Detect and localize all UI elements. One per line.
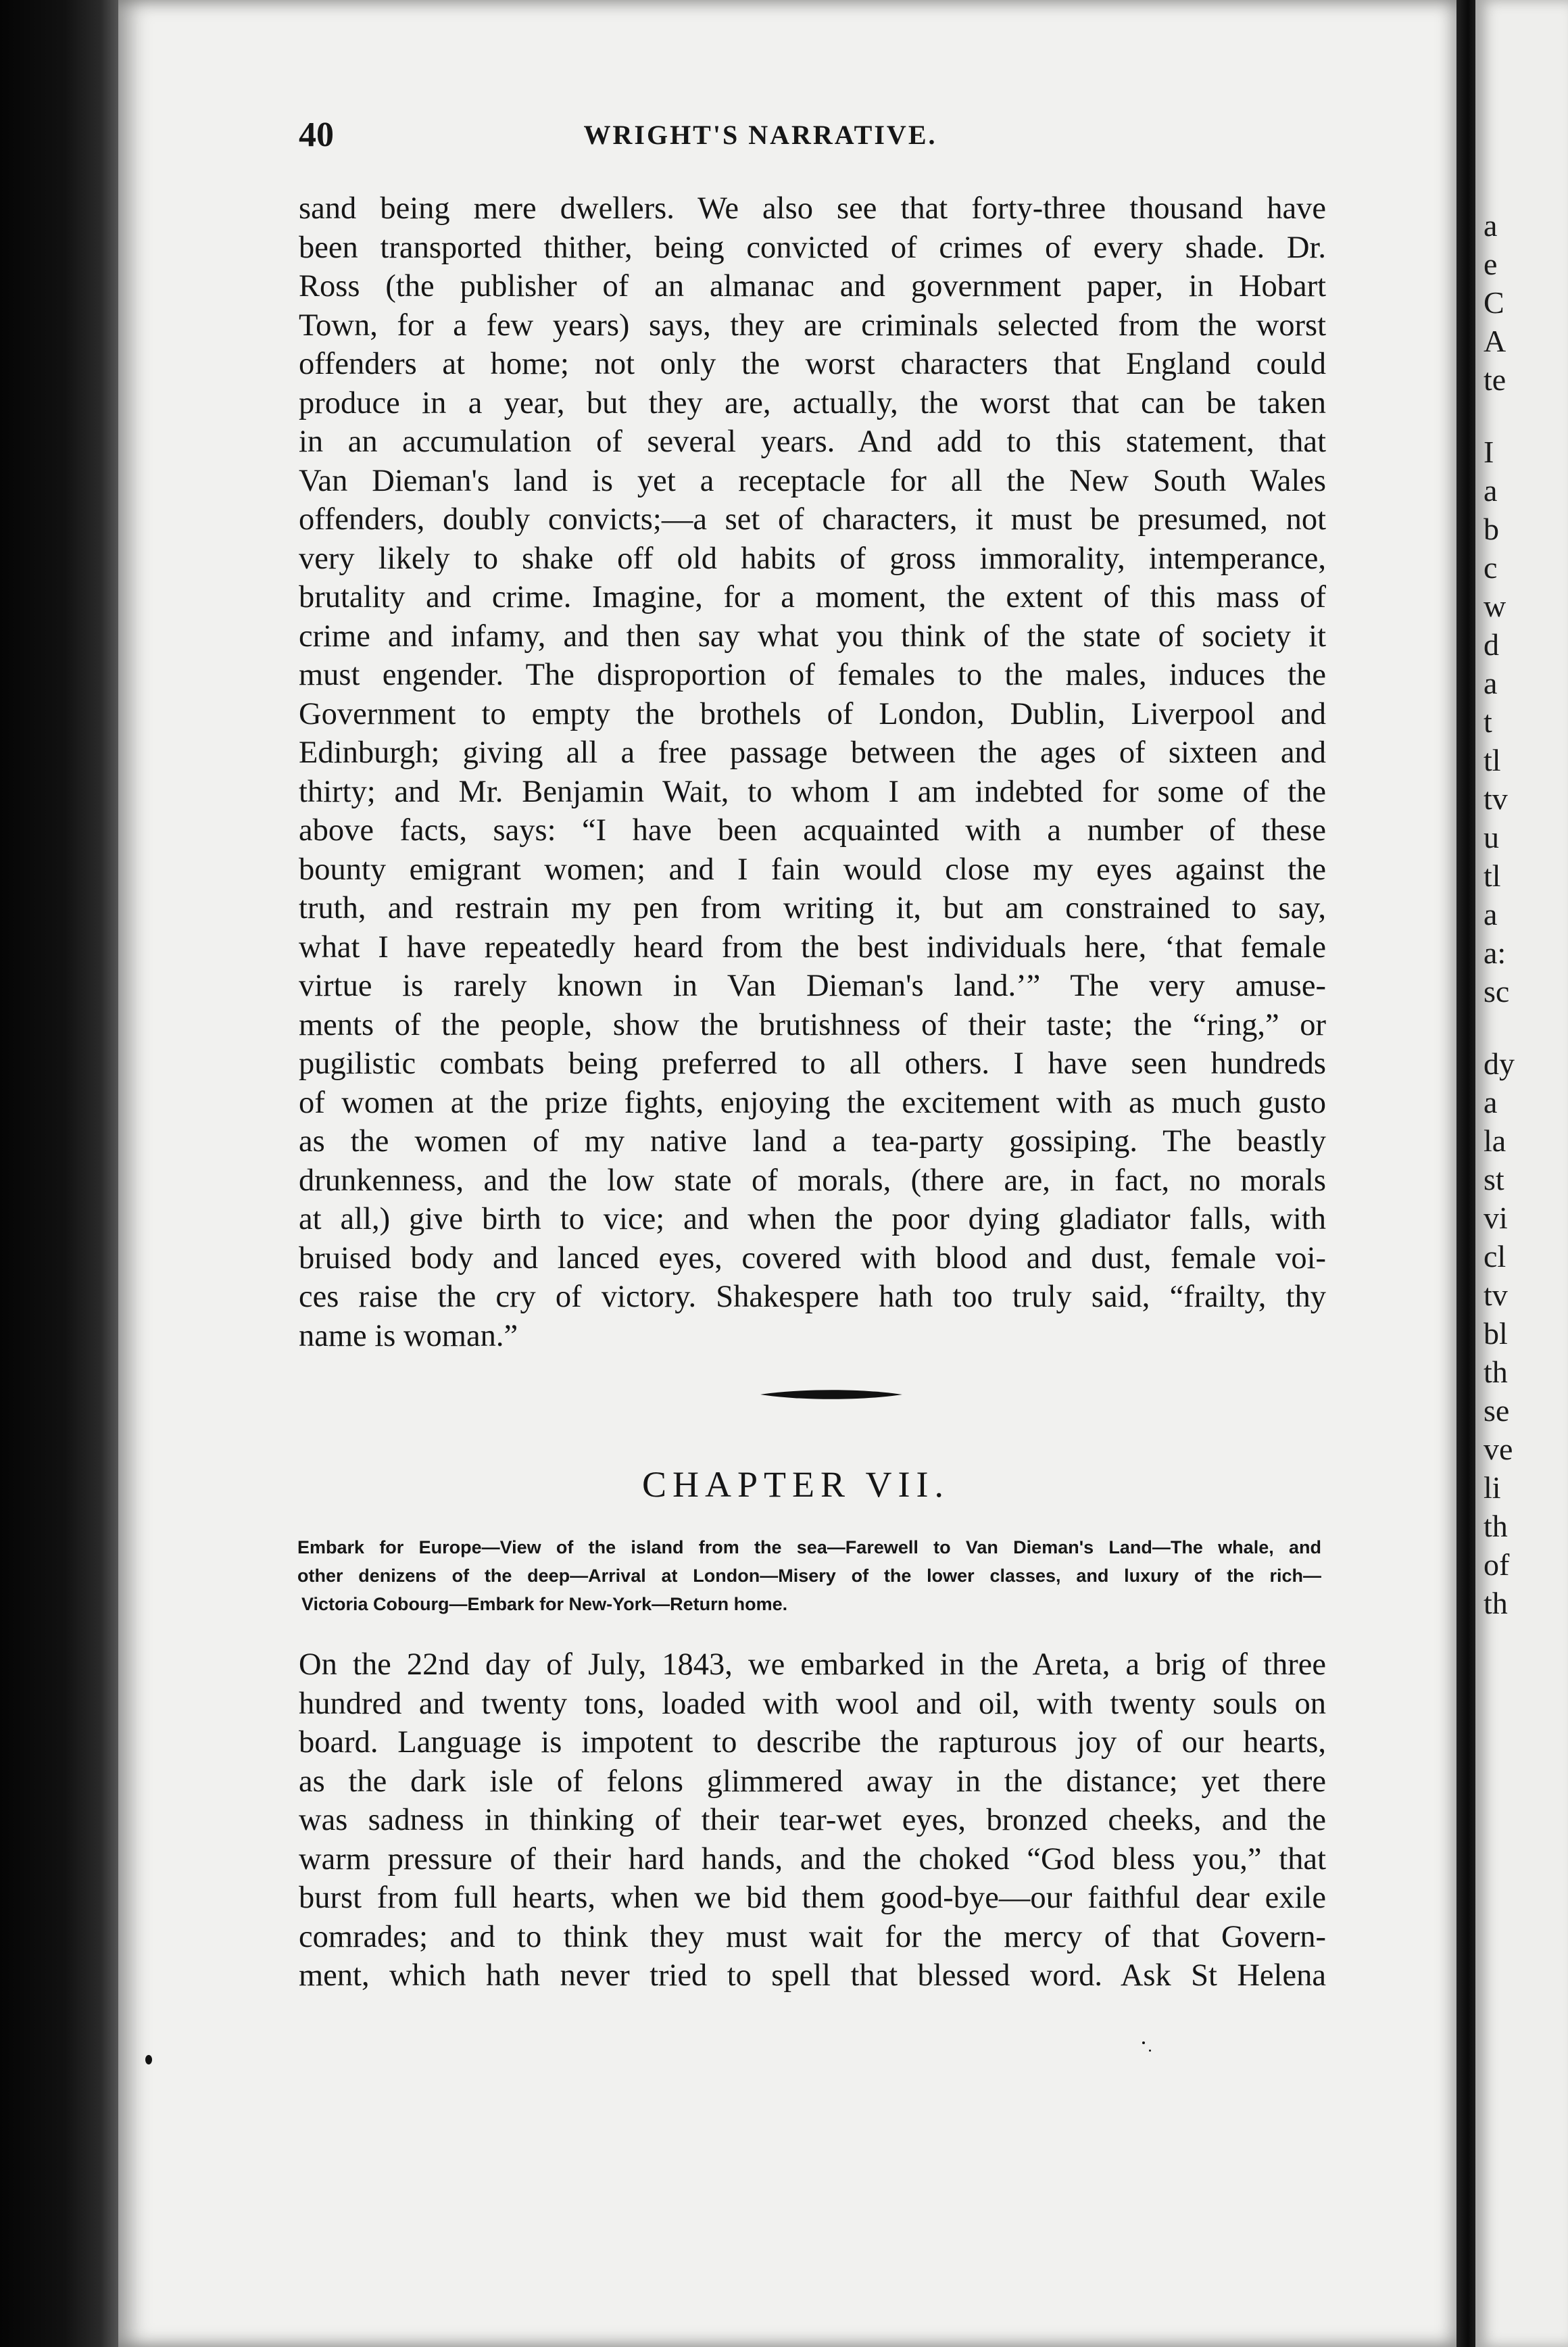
text-line: bruised body and lanced eyes, covered with blood and dust, female voi- — [299, 1240, 1326, 1276]
text-line: bounty emigrant women; and I fain would close my eyes against the — [299, 852, 1326, 887]
body-paragraph — [299, 189, 1326, 1355]
facing-page-fragment: a: — [1484, 936, 1506, 970]
facing-page-fragment: t — [1484, 704, 1492, 739]
synopsis-line: Victoria Cobourg—Embark for New-York—Return home. — [301, 1594, 788, 1614]
section-ornament — [760, 1386, 902, 1403]
text-line: brutality and crime. Imagine, for a moment, the extent of this mass of — [299, 580, 1326, 614]
text-line: comrades; and to think they must wait for the mercy of that Govern- — [299, 1919, 1326, 1954]
text-line: produce in a year, but they are, actually, the worst that can be taken — [299, 385, 1326, 420]
text-line: sand being mere dwellers. We also see that forty-three thousand have — [299, 191, 1326, 226]
scan-left-edge — [0, 0, 118, 2347]
ink-speck — [1149, 2050, 1151, 2052]
facing-page-fragment: ve — [1484, 1432, 1513, 1466]
running-title: WRIGHT'S NARRATIVE. — [583, 120, 937, 150]
facing-page-fragment: dy — [1484, 1046, 1515, 1081]
facing-page-fragment: u — [1484, 820, 1499, 854]
facing-page-fragment: e — [1484, 247, 1498, 281]
facing-page-fragment: th — [1484, 1586, 1508, 1620]
facing-page-fragment: I — [1484, 435, 1494, 469]
text-line: Town, for a few years) says, they are criminals selected from the worst — [299, 308, 1326, 343]
text-line: On the 22nd day of July, 1843, we embarked in the Areta, a brig of three — [299, 1647, 1326, 1682]
text-line: Van Dieman's land is yet a receptacle for all the New South Wales — [299, 463, 1326, 498]
facing-page-fragment: vi — [1484, 1201, 1508, 1235]
text-line: as the dark isle of felons glimmered away in the distance; yet there — [299, 1764, 1326, 1799]
text-line: virtue is rarely known in Van Dieman's land.’” The very amuse- — [299, 969, 1326, 1003]
facing-page-fragment: se — [1484, 1393, 1510, 1428]
text-line: ces raise the cry of victory. Shakespere hath too truly said, “frailty, thy — [299, 1280, 1326, 1314]
text-line: very likely to shake off old habits of gross immorality, intemperance, — [299, 541, 1326, 576]
page-number: 40 — [299, 116, 334, 154]
text-line: ment, which hath never tried to spell that blessed word. Ask St Helena — [299, 1958, 1326, 1993]
facing-page-fragment: te — [1484, 362, 1506, 397]
text-line: what I have repeatedly heard from the best individuals here, ‘that female — [299, 929, 1326, 965]
text-line: hundred and twenty tons, loaded with wool and oil, with twenty souls on — [299, 1686, 1326, 1721]
text-line: as the women of my native land a tea-party gossiping. The beastly — [299, 1124, 1326, 1159]
text-line: must engender. The disproportion of females to the males, induces the — [299, 658, 1326, 692]
chapter-synopsis — [297, 1533, 1321, 1618]
page-header — [182, 115, 1338, 158]
text-line: crime and infamy, and then say what you think of the state of society it — [299, 619, 1326, 654]
text-line: Government to empty the brothels of London, Dublin, Liverpool and — [299, 696, 1326, 731]
text-line: above facts, says: “I have been acquainted with a number of these — [299, 813, 1326, 848]
text-line: Ross (the publisher of an almanac and government paper, in Hobart — [299, 269, 1326, 304]
text-line: of women at the prize fights, enjoying the excitement with as much gusto — [299, 1085, 1326, 1120]
text-line: offenders at home; not only the worst characters that England could — [299, 347, 1326, 381]
facing-page-fragment: th — [1484, 1509, 1508, 1543]
text-line: Edinburgh; giving all a free passage between the ages of sixteen and — [299, 735, 1326, 770]
chapter-heading: CHAPTER VII. — [642, 1464, 950, 1505]
text-line: burst from full hearts, when we bid them good-bye—our faithful dear exile — [299, 1881, 1326, 1915]
facing-page-fragment: w — [1484, 589, 1506, 623]
ink-speck — [145, 2055, 152, 2064]
text-line: pugilistic combats being preferred to all others. I have seen hundreds — [299, 1046, 1326, 1081]
facing-page-fragment: bl — [1484, 1316, 1508, 1351]
text-line: truth, and restrain my pen from writing it, but am constrained to say, — [299, 891, 1326, 925]
facing-page-fragment: c — [1484, 550, 1498, 585]
facing-page-edge — [1475, 0, 1568, 2347]
text-line: warm pressure of their hard hands, and the choked “God bless you,” that — [299, 1841, 1326, 1877]
facing-page-fragment: sc — [1484, 974, 1510, 1009]
text-line: drunkenness, and the low state of morals, (there are, in fact, no morals — [299, 1163, 1326, 1198]
facing-page-fragment: A — [1484, 324, 1506, 358]
facing-page-fragment: tv — [1484, 1278, 1508, 1312]
facing-page-fragment: th — [1484, 1355, 1508, 1389]
facing-page-fragment: a — [1484, 473, 1498, 508]
text-line: name is woman.” — [299, 1318, 518, 1353]
facing-page-fragment: of — [1484, 1547, 1510, 1582]
facing-page-fragment: C — [1484, 285, 1504, 320]
facing-page-fragment: a — [1484, 1085, 1498, 1119]
facing-page-fragment: a — [1484, 208, 1498, 243]
text-line: in an accumulation of several years. And add to this statement, that — [299, 425, 1326, 459]
facing-page-fragment: tv — [1484, 781, 1508, 816]
book-gutter — [1456, 0, 1475, 2347]
facing-page-fragment: tl — [1484, 743, 1501, 777]
facing-page-fragment: li — [1484, 1470, 1501, 1505]
facing-page-fragment: la — [1484, 1123, 1506, 1158]
synopsis-line: Embark for Europe—View of the island from the sea—Farewell to Van Dieman's Land—The whale, and — [297, 1537, 1321, 1557]
ink-speck — [1142, 2041, 1145, 2044]
text-line: been transported thither, being convicted of crimes of every shade. Dr. — [299, 230, 1326, 265]
facing-page-fragment: st — [1484, 1162, 1504, 1196]
facing-page-fragment: cl — [1484, 1239, 1506, 1274]
facing-page-fragment: d — [1484, 627, 1499, 662]
chapter-paragraph — [299, 1645, 1326, 1995]
facing-page-fragment: tl — [1484, 858, 1501, 893]
text-line: ments of the people, show the brutishness of their taste; the “ring,” or — [299, 1007, 1326, 1042]
synopsis-line: other denizens of the deep—Arrival at London—Misery of the lower classes, and luxury of the rich— — [297, 1566, 1321, 1586]
facing-page-fragment: b — [1484, 512, 1499, 546]
facing-page-fragment: a — [1484, 897, 1498, 931]
facing-page-fragment: a — [1484, 666, 1498, 700]
text-line: offenders, doubly convicts;—a set of characters, it must be presumed, not — [299, 502, 1326, 537]
text-line: at all,) give birth to vice; and when the poor dying gladiator falls, with — [299, 1202, 1326, 1236]
text-line: was sadness in thinking of their tear-wet eyes, bronzed cheeks, and the — [299, 1803, 1326, 1837]
text-line: board. Language is impotent to describe the rapturous joy of our hearts, — [299, 1725, 1326, 1760]
text-line: thirty; and Mr. Benjamin Wait, to whom I am indebted for some of the — [299, 774, 1326, 809]
